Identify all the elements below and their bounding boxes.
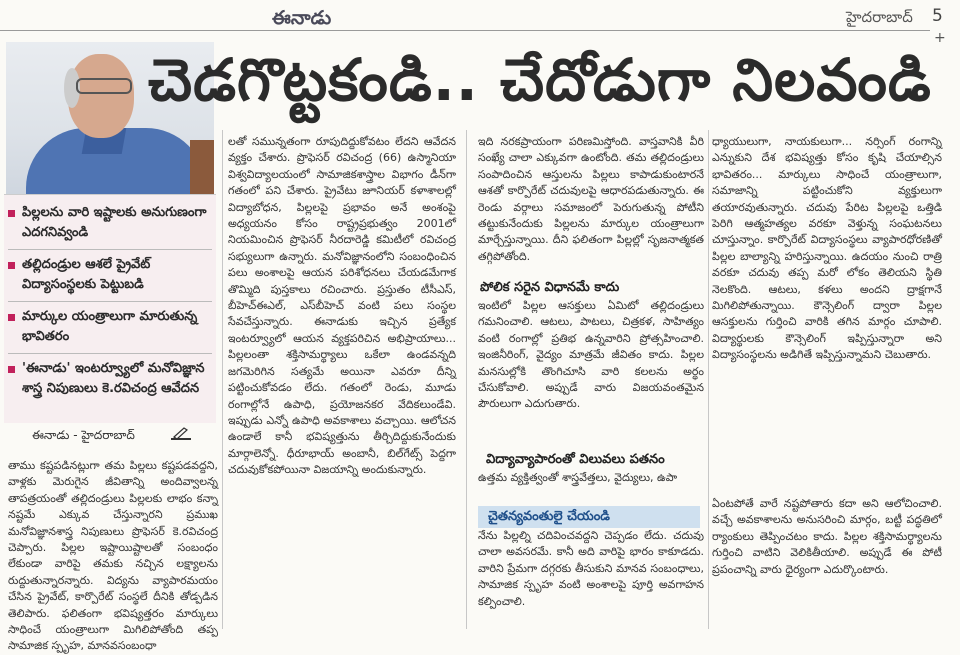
masthead bbox=[0, 0, 960, 34]
bullet-icon bbox=[8, 314, 15, 321]
highlight-item: మార్కుల యంత్రాలుగా మారుతున్న భావితరం bbox=[14, 307, 214, 347]
article-column-2: లతో సమున్నతంగా రూపుదిద్దుకోవటం లేదని ఆవేదన వ్యక్తం చేశారు. ప్రొఫెసర్ రవిచంద్ర (66) ఉస్మానియా విశ్వవిద్యాలయంలో సామాజికశాస్త్రాల విభాగం డీన్‌గా గతంలో పని చేశారు. ప్రైవేటు జూనియర్ కళాశాలల్లో విద్యాబోధన, పిల్లలపై ప్రభావం అనే అంశంపై అధ్యయనం కోసం రాష్ట్రప్రభుత్వం 2001లో నియమించిన ప్రొఫెసర్ నీరదారెడ్డి కమిటీలో రవిచంద్ర సభ్యులుగా ఉన్నారు. మనోవిజ్ఞానంలోని సంబంధించిన పలు అంశాలపై ఆయన పరిశోధనలు చేయడమేగాక తొమ్మిది పుస్తకాలు రచించారు. ప్రస్తుతం టీసీఎస్, బీహెచ్‌ఈఎల్, ఎస్‌బీహెచ్ వంటి పలు సంస్థల సేవచేస్తున్నారు. ఈనాడుకు ఇచ్చిన ప్రత్యేక ఇంటర్వ్యూలో ఆయన వ్యక్తపరిచిన అభిప్రాయాలు... పిల్లలంతా శక్తిసామర్థ్యాలు ఒకేలా ఉండవన్నది జగమెరిగిన సత్యమే అయినా ఎవరూ దీన్ని పట్టించుకోవడం లేదు. గతంలో రెండు, మూడు రంగాల్లోనే ఉపాధి, ప్రయోజనకర వేదికలుండేవి. ఇప్పుడు ఎన్నో ఉపాధి అవకాశాలు వచ్చాయి. ఆలోచన ఉండాలే కానీ భవిష్యత్తును తీర్చిదిద్దుకునేందుకు మార్గాలెన్నో. ధీరూభాయ్ అంబానీ, బిల్‌గేట్స్ పెద్దగా చదువుకోకపోయినా విజయాన్ని అందుకున్నారు. bbox=[228, 135, 456, 477]
article-column-3c: ఉత్తమ వ్యక్తిత్వంతో శాస్త్రవేత్తలు, వైద్యులు, ఉపా bbox=[478, 471, 678, 484]
column-divider bbox=[708, 130, 709, 629]
pen-icon bbox=[170, 426, 192, 442]
article-column-3d: నేను పిల్లల్ని చదివించవద్దని చెప్పడం లేదు. చదువు చాలా అవసరమే. కానీ అది వారిపై భారం కాకూడదు. వారిని ప్రేమగా దగ్గరకు తీసుకుని మానవ సంబంధాలు, సామాజిక స్పృహ వంటి అంశాలపై పూర్తి అవగాహన కల్పించాలి. bbox=[478, 529, 704, 608]
article-column-3b: ఇంటిలో పిల్లల ఆసక్తులు ఏమిటో తల్లిదండ్రులు గమనించాలి. ఆటలు, పాటలు, చిత్రకళ, సాహిత్యం వంటి రంగాల్లో ప్రతిభ ఉన్నవారిని ప్రోత్సహించాలి. ఇంజినీరింగ్, వైద్యం మాత్రమే జీవితం కాదు. పిల్లల మనసుల్లోకి తొంగిచూసి వారి కలలను అర్థం చేసుకోవాలి. అప్పుడే వారు విజయవంతమైన పౌరులుగా ఎదుగుతారు. bbox=[478, 299, 704, 411]
subhead-comparison: పోలిక సరైన విధానమే కాదు bbox=[480, 280, 620, 295]
article-column-3: ఇది నరకప్రాయంగా పరిణమిస్తోంది. వాస్తవానికి వీరి సంఖ్యే చాలా ఎక్కువగా ఉంటోంది. తమ తల్లిదండ్రులు సంపాదించిన ఆస్తులను పిల్లలు కాపాడుకుంటారనే ఆశతో కార్పొరేట్ చదువులపై ఆధారపడుతున్నారు. ఈ రెండు వర్గాలు సమాజంలో పెరుగుతున్న పోటీని తట్టుకునేందుకు పిల్లలను మార్కుల యంత్రాలుగా మార్చేస్తున్నాయి. దీని ఫలితంగా పిల్లల్లో సృజనాత్మకత తగ్గిపోతోంది. bbox=[478, 135, 704, 263]
subhead-education-business: విద్యావ్యాపారంతో విలువలు పతనం bbox=[486, 452, 665, 467]
registration-mark: + bbox=[934, 30, 946, 46]
bullet-icon bbox=[8, 262, 15, 269]
column-divider bbox=[466, 130, 467, 629]
page-number: 5 bbox=[932, 6, 943, 26]
highlight-item: తల్లిదండ్రుల ఆశలే ప్రైవేట్ విద్యాసంస్థలకు పెట్టుబడి bbox=[14, 255, 214, 295]
article-column-4: ధ్యాయులుగా, నాయకులుగా... నర్సింగ్ రంగాన్ని ఎన్నుకుని దేశ భవిష్యత్తు కోసం కృషి చేయాల్సిన భావితరం... మార్కులు సాధించే యంత్రాలుగా, సమాజాన్ని పట్టించుకోని వ్యక్తులుగా తయారవుతున్నారు. చదువు పేరిట పిల్లలపై ఒత్తిడి పెరిగి ఆత్మహత్యల వరకూ వెళ్తున్న సంఘటనలు చూస్తున్నాం. కార్పొరేట్ విద్యాసంస్థలు వ్యాపారధోరణితో పిల్లల బాల్యాన్ని హరిస్తున్నాయి. ఉదయం నుంచి రాత్రి వరకూ చదువు తప్ప మరో లోకం తెలియని స్థితి నెలకొంది. ఆటలు, కళలు అందని ద్రాక్షగానే మిగిలిపోతున్నాయి. కౌన్సెలింగ్ ద్వారా పిల్లల ఆసక్తులను గుర్తించి వారికి తగిన మార్గం చూపాలి. విద్యార్థులకు కౌన్సెలింగ్ ఇప్పిస్తున్నారా అని విద్యాసంస్థలను అడిగితే ఇప్పిస్తున్నామని చెబుతారు. bbox=[712, 135, 942, 362]
highlight-item: 'ఈనాడు' ఇంటర్వ్యూలో మనోవిజ్ఞాన శాస్త్ర నిపుణులు కె.రవిచంద్ర ఆవేదన bbox=[14, 359, 214, 399]
paper-name: ఈనాడు bbox=[272, 7, 332, 29]
masthead-rule bbox=[0, 30, 930, 31]
bullet-icon bbox=[8, 366, 15, 373]
column-divider bbox=[222, 130, 223, 629]
highlight-item: పిల్లలను వారి ఇష్టాలకు అనుగుణంగా ఎదగనివ్వండి bbox=[14, 203, 214, 243]
article-column-1: తాము కష్టపడినట్లుగా తమ పిల్లలు కష్టపడవద్దని, వాళ్లకు మెరుగైన జీవితాన్ని అందివ్వాలన్న తాపత్రయంతో తల్లిదండ్రులు పిల్లలకు లాభం కన్నా నష్టమే ఎక్కువ చేస్తున్నారని ప్రముఖ మనోవిజ్ఞానశాస్త్ర నిపుణులు ప్రొఫెసర్ కె.రవిచంద్ర చెప్పారు. పిల్లల ఇష్టాయిష్టాలతో సంబంధం లేకుండా వారిపై తమకు నచ్చిన లక్ష్యాలను రుద్దుతున్నారన్నారు. విద్యను వ్యాపారమయం చేసిన ప్రైవేట్, కార్పొరేట్ సంస్థలే దీనికి తోడ్పడిన తెలిపారు. ఫలితంగా భవిష్యత్తరం మార్కులు సాధించే యంత్రాలుగా మిగిలిపోతోంది తప్ప సామాజిక స్పృహ, మానవసంబంధా bbox=[8, 459, 218, 653]
headline: చెడగొట్టకండి.. చేదోడుగా నిలవండి bbox=[148, 46, 932, 114]
highlights-box bbox=[4, 194, 216, 423]
bullet-icon bbox=[8, 210, 15, 217]
edition-city: హైదరాబాద్ bbox=[846, 8, 913, 26]
boxed-subhead: చైతన్యవంతులై చేయండి bbox=[478, 506, 700, 528]
article-column-4b: ఏంటపోతే వారే నష్టపోతారు కదా అని ఆలోచించాలి. వచ్చే అవకాశాలను అనుసరించి మార్గం, బట్టీ పద్ధతిలో ర్యాంకులు తెప్పించటం కాదు. పిల్లల శక్తిసామర్థ్యాలను గుర్తించి వాటిని వెలికితీయాలి. అప్పుడే ఈ పోటీ ప్రపంచాన్ని వారు ధైర్యంగా ఎదుర్కొంటారు. bbox=[712, 497, 942, 576]
byline: ఈనాడు - హైదరాబాద్ bbox=[32, 428, 135, 442]
